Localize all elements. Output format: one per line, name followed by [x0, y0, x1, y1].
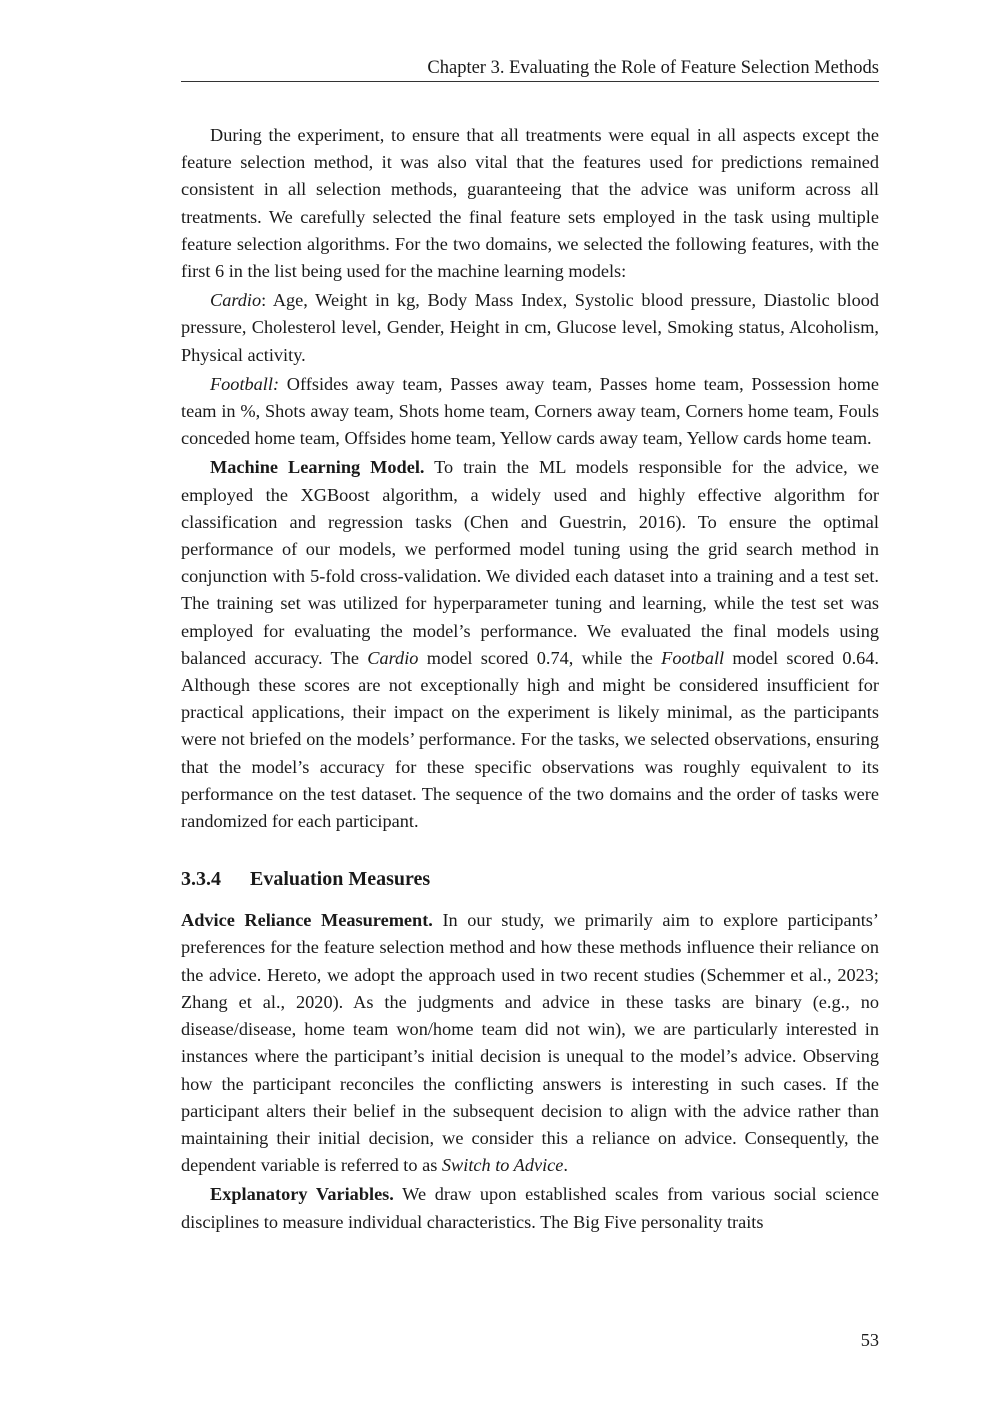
advice-text: In our study, we primarily aim to explore participants’ preferences for the feature selection method and how these methods influence their reliance on the advice. Hereto, we adopt the approach used in two recent studies (Schemmer et al., 2023; Zhang et al., 2020). As the judgments and advice in these tasks are binary (e.g., no disease/disease, home team won/home team did not win), we are particularly interested in instances where the participant’s initial decision is unequal to the model’s advice. Observing how the participant reconciles the conflicting answers is interesting in such cases. If the participant alters their belief in the subsequent decision to align with the advice rather than maintaining their initial decision, we consider this a reliance on advice. Consequently, the dependent variable is referred to as: [181, 910, 879, 1176]
explanatory-text: We draw upon established scales from various social science disciplines to measure individual characteristics. The Big Five personality traits: [181, 1184, 880, 1232]
ml-model-text-part-1: To train the ML models responsible for the advice, we employed the XGBoost algorithm, a widely used and highly effective algorithm for classification and regression tasks (Chen and Guestrin, 2016). To ensure the optimal performance of our models, we performed model tuning using the grid search method in conjunction with 5-fold cross-validation. We divided each dataset into a training and a test set. The training set was utilized for hyperparameter tuning and learning, while the test set was employed for evaluating the model’s performance. We evaluated the final models using balanced accuracy. The: [181, 457, 879, 668]
football-label: Football:: [210, 373, 280, 394]
advice-text-end: .: [563, 1155, 568, 1176]
dependent-variable-name: Switch to Advice: [441, 1155, 564, 1176]
ml-model-text-part-2: model scored 0.74, while the: [418, 647, 662, 668]
ml-model-runin-heading: Machine Learning Model.: [210, 457, 425, 478]
cardio-label: Cardio: [210, 290, 262, 311]
section-number: 3.3.4: [181, 868, 221, 891]
paragraph-explanatory-variables: [181, 1181, 879, 1235]
body-text: [181, 122, 879, 1238]
football-feature-list: Offsides away team, Passes away team, Passes home team, Possession home team in %, Shots away team, Shots home team, Corners away team, Corners home team, Fouls conceded home team, Offsides home team, Yellow cards away team, Yellow cards home team.: [181, 373, 879, 449]
header-rule: [181, 81, 879, 82]
paragraph-football-features: [181, 371, 879, 453]
ml-model-text-part-3: model scored 0.64. Although these scores are not exceptionally high and might be considered insufficient for practical applications, their impact on the experiment is likely minimal, as the participants were not briefed on the models’ performance. For the tasks, we selected observations, ensuring that the model’s accuracy for these specific observations was roughly equivalent to its performance on the test dataset. The sequence of the two domains and the order of tasks were randomized for each participant.: [181, 647, 879, 832]
ml-football-term: Football: [661, 647, 725, 668]
explanatory-runin-heading: Explanatory Variables.: [210, 1184, 394, 1205]
section-title: Evaluation Measures: [250, 868, 431, 891]
paragraph-ml-model: [181, 454, 879, 835]
paragraph-advice-reliance: [181, 907, 879, 1179]
running-header: Chapter 3. Evaluating the Role of Feature Selection Methods: [427, 58, 879, 78]
page-number: 53: [860, 1330, 879, 1350]
advice-runin-heading: Advice Reliance Measurement.: [181, 910, 433, 931]
section-heading: [181, 865, 879, 893]
paragraph-feature-consistency: During the experiment, to ensure that all treatments were equal in all aspects except the feature selection method, it was also vital that the features used for predictions remained consistent in all selection methods, guaranteeing that the advice was uniform across all treatments. We carefully selected the final feature sets employed in the task using multiple feature selection algorithms. For the two domains, we selected the following features, with the first 6 in the list being used for the machine learning models:: [181, 125, 879, 282]
paragraph-cardio-features: [181, 287, 879, 369]
ml-cardio-term: Cardio: [367, 647, 419, 668]
cardio-feature-list: : Age, Weight in kg, Body Mass Index, Systolic blood pressure, Diastolic blood pressure, Cholesterol level, Gender, Height in cm, Glucose level, Smoking status, Alcoholism, Physical activity.: [181, 290, 879, 365]
